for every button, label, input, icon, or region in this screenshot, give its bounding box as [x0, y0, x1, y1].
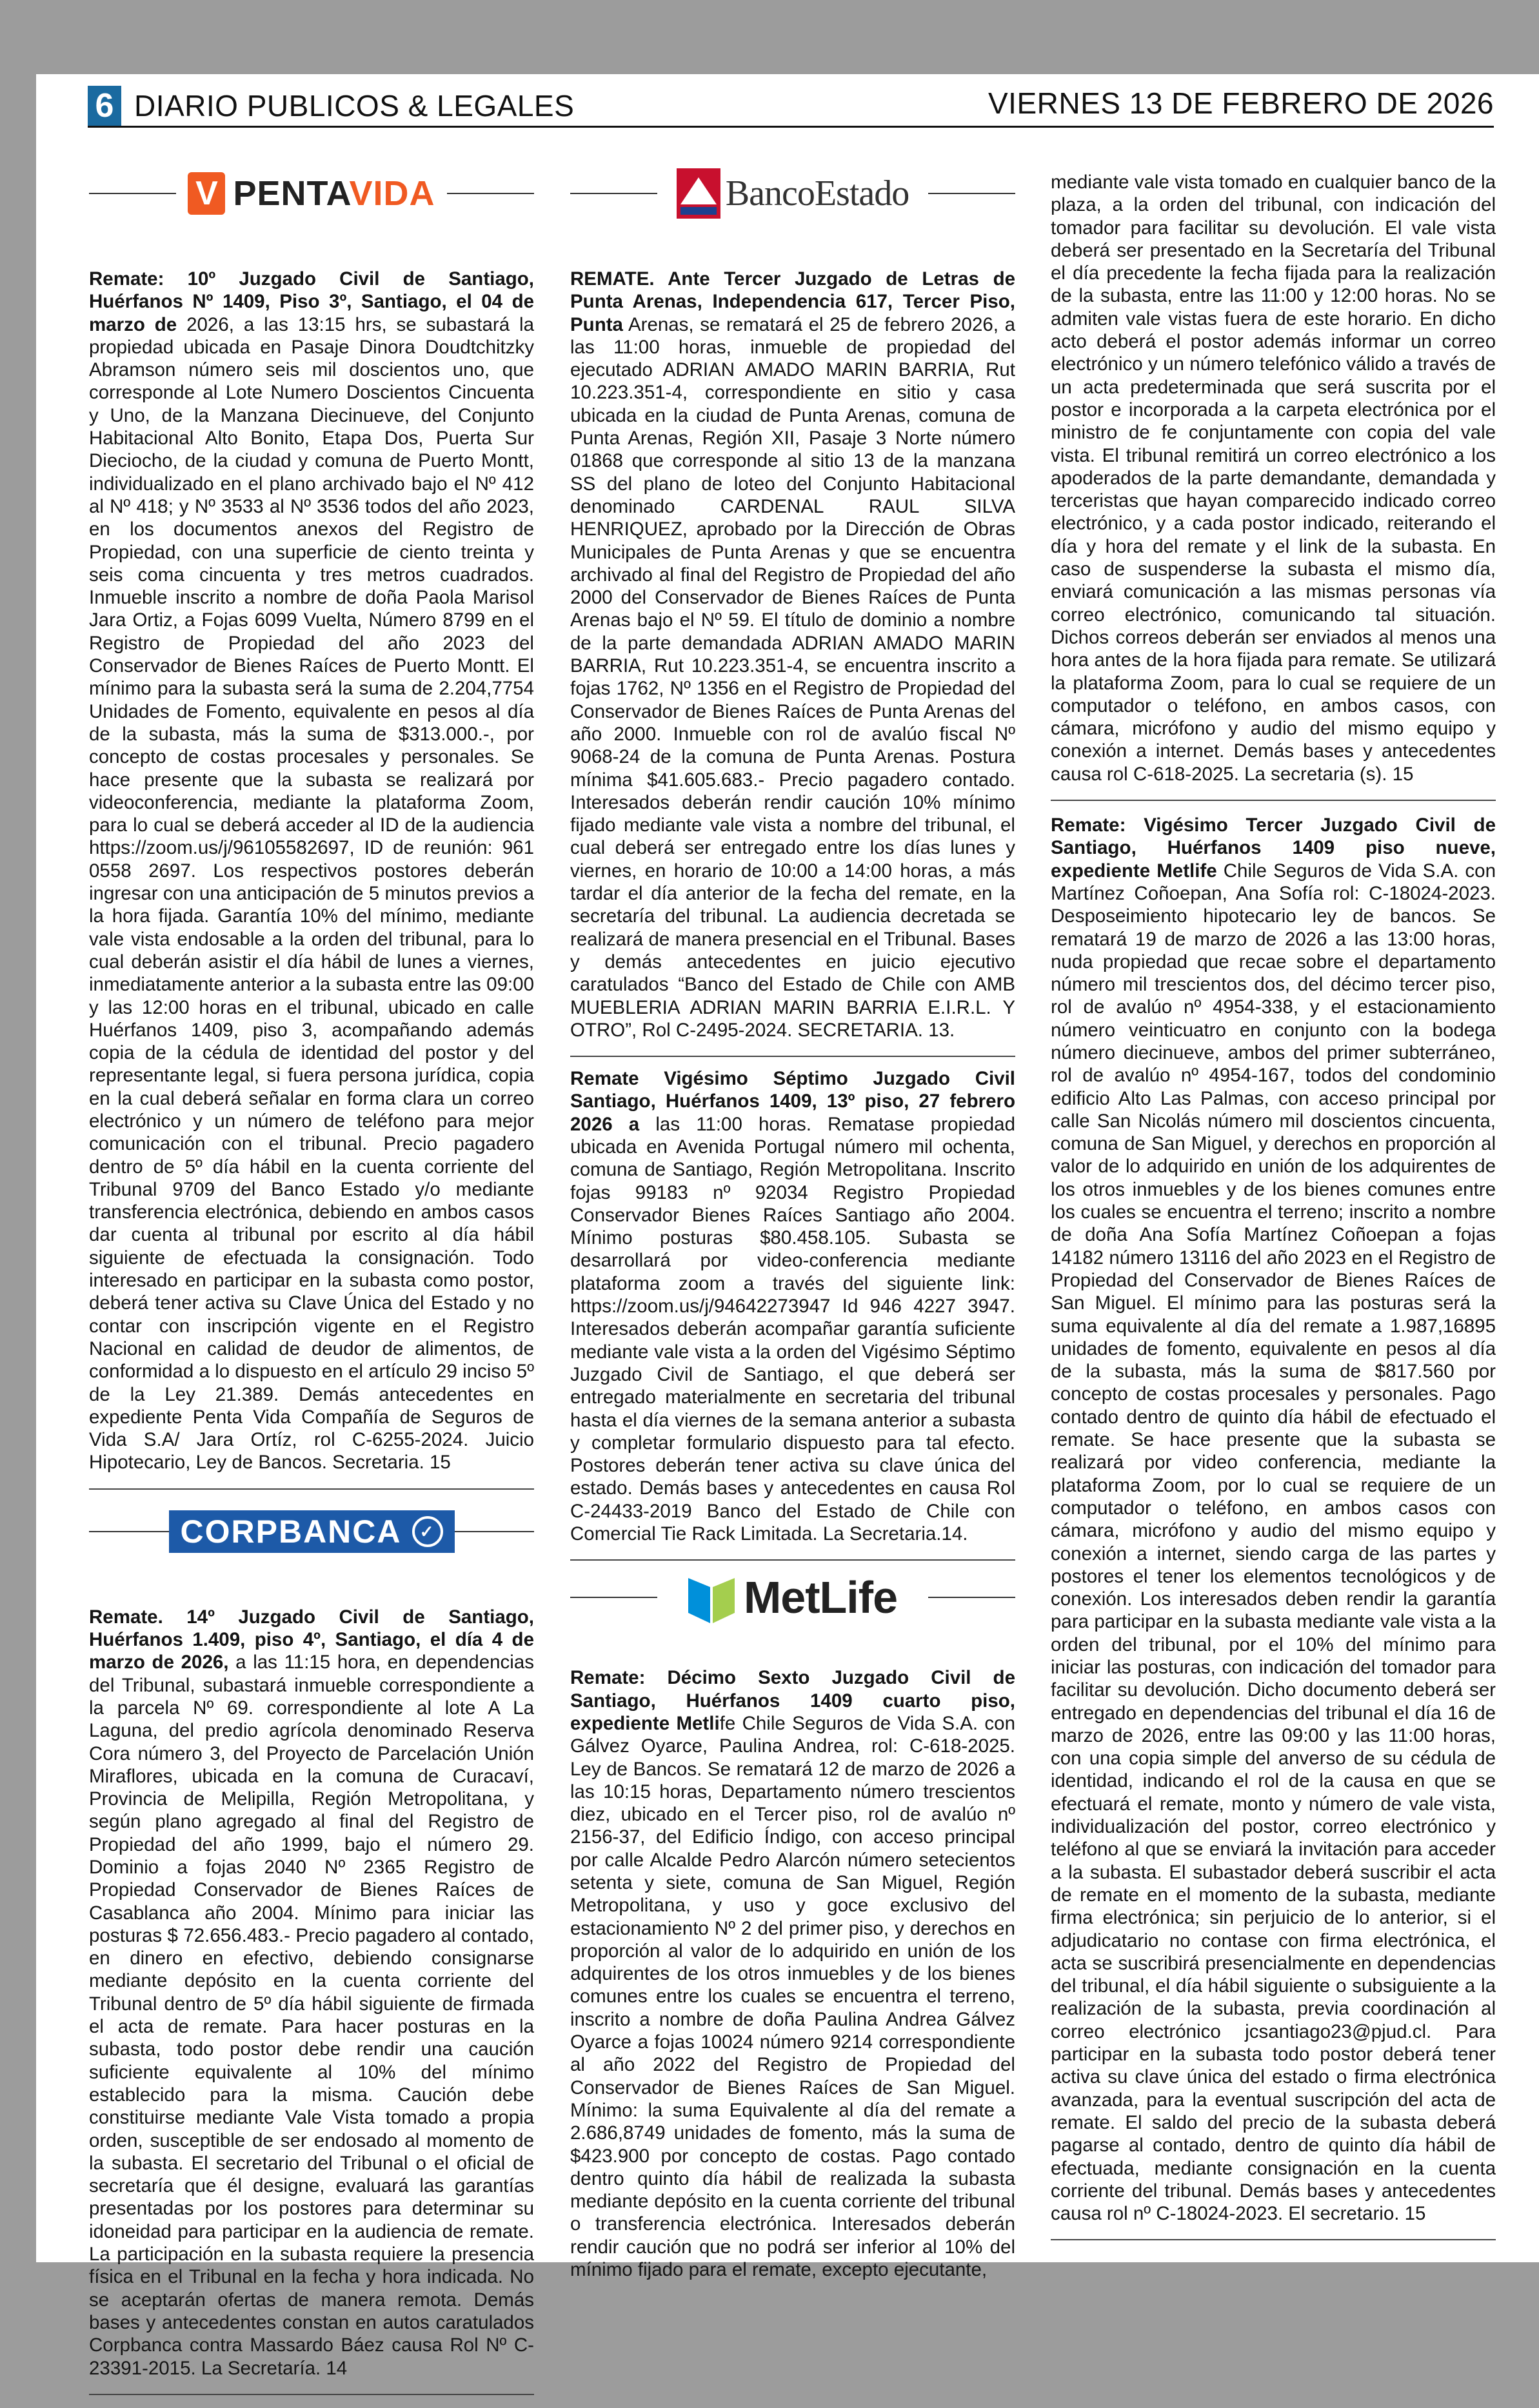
- notice-heading: Remate: 10º Juzgado Civil de Santiago, Huérfanos Nº 1409, Piso 3º, Santiago, el 04 de marzo de: [89, 268, 534, 335]
- publication-name: DIARIO PUBLICOS & LEGALES: [134, 89, 575, 123]
- pentavida-logo-row: [89, 164, 534, 222]
- notice-heading: REMATE. Ante Tercer Juzgado de Letras de Punta Arenas, Independencia 617, Tercer Piso, Punta: [570, 268, 1015, 335]
- publication-date: VIERNES 13 DE FEBRERO DE 2026: [988, 86, 1494, 120]
- notice-metlife-1: Remate: Décimo Sexto Juzgado Civil de Santiago, Huérfanos 1409 cuarto piso, expediente Metlife Chile Seguros de Vida S.A. con Gálvez Oyarce, Paulina Andrea, rol: C-618-2025. Ley de Bancos. Se rematará 12 de marzo de 2026 a las 10:15 horas, Departamento número trescientos diez, ubicado en el Tercer piso, rol de avalúo nº 2156-37, del Edificio Índigo, con acceso principal por calle Alcalde Pedro Alarcón número setecientos setenta y siete, comuna de San Miguel, Región Metropolitana, y uso y goce exclusivo del estacionamiento Nº 2 del primer piso, y derechos en proporción al valor de lo adquirido en unión de los adquirentes de los otros inmuebles y de los bienes comunes entre los cuales se encuentra el terreno, inscrito a nombre de doña Paulina Andrea Gálvez Oyarce a fojas 10024 número 9214 correspondiente al año 2022 del Registro de Propiedad del Conservador de Bienes Raíces de San Miguel. Mínimo: la suma Equivalente al día del remate a 2.686,8749 unidades de fomento, más la suma de $423.900 por concepto de costas. Pago contado dentro quinto día hábil de realizada la subasta mediante depósito en la cuenta corriente del tribunal o transferencia electrónica. Interesados deberán rendir caución que no podrá ser inferior al 10% del mínimo fijado para el remate, excepto ejecutante,: [570, 1667, 1015, 2281]
- column-1: [89, 164, 534, 2408]
- bancoestado-logo-row: [570, 164, 1015, 222]
- notice-heading: Remate: Vigésimo Tercer Juzgado Civil de Santiago, Huérfanos 1409 piso nueve, expediente Metlife: [1051, 814, 1496, 882]
- column-3: [1051, 171, 1496, 2253]
- pentavida-logo: V PENTAVIDA: [176, 164, 447, 222]
- notice-heading: Remate Vigésimo Séptimo Juzgado Civil Santiago, Huérfanos 1409, 13º piso, 27 febrero 2026 a: [570, 1068, 1015, 1135]
- metlife-logo: MetLife: [657, 1568, 928, 1626]
- notice-metlife-1-continued: mediante vale vista tomado en cualquier banco de la plaza, a la orden del tribunal, con indicación del tomador para facilitar su devolución. El vale vista deberá ser presentado en la Secretaría del Tribunal el día precedente la fecha fijada para la realización de la subasta, entre las 11:00 y 12:00 horas. No se admiten vale vistas fuera de este horario. En dicho acto deberá el postor además informar un correo electrónico y un número telefónico válido a través de un acta predeterminada que será suscrita por el postor e incorporada a la carpeta electrónica por el ministro de fe conjuntamente con copia del vale vista. El tribunal remitirá un correo electrónico a los apoderados de la parte demandante, demandada y terceristas que hayan comparecido indicado correo electrónico, y a cada postor indicado, reiterando el día y hora del remate y el link de la subasta. En caso de suspenderse la subasta el mismo día, enviará comunicación a las mismas personas vía correo electrónico, comunicando tal situación. Dichos correos deberán ser enviados al menos una hora antes de la hora fijada para remate. Se utilizará la plataforma Zoom, para lo cual se requiere de un computador o teléfono, en ambos casos, con cámara, micrófono y audio del mismo equipo y conexión a internet. Demás bases y antecedentes causa rol C-618-2025. La secretaria (s). 15: [1051, 172, 1496, 785]
- page-number: 6: [88, 86, 121, 126]
- metlife-icon: [688, 1572, 735, 1623]
- notice-corpbanca: Remate. 14º Juzgado Civil de Santiago, Huérfanos 1.409, piso 4º, Santiago, el día 4 de marzo de 2026, a las 11:15 hora, en dependencias del Tribunal, subastará inmueble correspondiente a la parcela Nº 69. correspondiente al lote A La Laguna, del predio agrícola denominado Reserva Cora número 3, del Proyecto de Parcelación Unión Miraflores, ubicada en la comuna de Curacaví, Provincia de Melipilla, Región Metropolitana, y según plano agregado al final del Registro de Propiedad del año 1999, bajo el número 29. Dominio a fojas 2040 Nº 2365 Registro de Propiedad Conservador de Bienes Raíces de Casablanca año 2004. Mínimo para iniciar las posturas $ 72.656.483.- Precio pagadero al contado, en dinero en efectivo, debiendo consignarse mediante depósito en la cuenta corriente del Tribunal dentro de 5º día hábil siguiente de firmada el acta de remate. Para hacer posturas en la subasta, todo postor debe rendir una caución suficiente equivalente al 10% del mínimo establecido para la misma. Caución debe constituirse mediante Vale Vista tomado a propia orden, susceptible de ser endosado al momento de la subasta. El secretario del Tribunal o el oficial de secretaría que él designe, evaluará las garantías presentadas por los postores para determinar su idoneidad para participar en la audiencia de remate. La participación en la subasta requiere la presencia física en el Tribunal en la fecha y hora indicada. No se aceptarán ofertas de manera remota. Demás bases y antecedentes constan en autos caratulados Corpbanca contra Massardo Báez causa Rol Nº C-23391-2015. La Secretaría. 14: [89, 1606, 534, 2379]
- column-2: [570, 164, 1015, 2281]
- notice-heading: Remate. 14º Juzgado Civil de Santiago, Huérfanos 1.409, piso 4º, Santiago, el día 4 de marzo de 2026,: [89, 1606, 534, 1673]
- pentavida-v-icon: V: [188, 172, 225, 215]
- notice-heading: Remate: Décimo Sexto Juzgado Civil de Santiago, Huérfanos 1409 cuarto piso, expediente Metli: [570, 1667, 1015, 1734]
- notice-pentavida: Remate: 10º Juzgado Civil de Santiago, Huérfanos Nº 1409, Piso 3º, Santiago, el 04 de marzo de 2026, a las 13:15 hrs, se subastará la propiedad ubicada en Pasaje Dinora Doudtchitzky Abramson número seis mil doscientos uno, que corresponde al Lote Numero Doscientos Cincuenta y Uno, de la Manzana Diecinueve, del Conjunto Habitacional Alto Bonito, Etapa Dos, Puerta Sur Dieciocho, de la ciudad y comuna de Puerto Montt, individualizado en el plano archivado bajo el Nº 412 al Nº 418; y Nº 3533 al Nº 3536 todos del año 2023, en los documentos anexos del Registro de Propiedad, con una superficie de ciento treinta y seis coma cincuenta y tres metros cuadrados. Inmueble inscrito a nombre de doña Paola Marisol Jara Ortiz, a Fojas 6099 Vuelta, Número 8799 en el Registro de Propiedad del año 2023 del Conservador de Bienes Raíces de Puerto Montt. El mínimo para la subasta será la suma de 2.204,7754 Unidades de Fomento, equivalente en pesos al día de la subasta, más la suma de $313.000.-, por concepto de costas procesales y personales. Se hace presente que la subasta se realizará por videoconferencia, mediante la plataforma Zoom, para lo cual se deberá acceder al ID de la audiencia https://zoom.us/j/96105582697, ID de reunión: 961 0558 2697. Los respectivos postores deberán ingresar con una anticipación de 5 minutos previos a la hora fijada. Garantía 10% del mínimo, mediante vale vista endosable a la orden del tribunal, para lo cual deberán asistir el día hábil de lunes a viernes, inmediatamente anterior a la subasta entre las 09:00 y las 12:00 horas en el tribunal, ubicado en calle Huérfanos 1409, piso 3, acompañando además copia de la cédula de identidad del postor y del representante legal, si fuera persona jurídica, copia en la cual deberá señalar en forma clara un correo electrónico y un número de teléfono para mejor comunicación con el tribunal. Precio pagadero dentro de 5º día hábil en la cuenta corriente del Tribunal 9709 del Banco Estado y/o mediante transferencia electrónica, debiendo en ambos casos dar cuenta al tribunal por escrito al día hábil siguiente de efectuada la consignación. Todo interesado en participar en la subasta como postor, deberá tener activa su Clave Única del Estado y no contar con inscripción vigente en el Registro Nacional en calidad de deudor de alimentos, de conformidad a lo dispuesto en el artículo 29 inciso 5º de la Ley 21.389. Demás antecedentes en expediente Penta Vida Compañía de Seguros de Vida S.A/ Jara Ortíz, rol C-6255-2024. Juicio Hipotecario, Ley de Bancos. Secretaria. 15: [89, 268, 534, 1474]
- page-header: [88, 86, 1494, 128]
- corpbanca-logo: CORPBANCA ✓: [179, 1503, 444, 1561]
- newspaper-page: [36, 74, 1539, 2379]
- notice-metlife-2: Remate: Vigésimo Tercer Juzgado Civil de Santiago, Huérfanos 1409 piso nueve, expediente Metlife Chile Seguros de Vida S.A. con Martínez Coñoepan, Ana Sofía rol: C-18024-2023. Desposeimiento hipotecario ley de bancos. Se rematará 19 de marzo de 2026 a las 13:00 horas, nuda propiedad que recae sobre el departamento número mil trescientos dos, del décimo tercer piso, rol de avalúo nº 4954-338, y el estacionamiento número veinticuatro en conjunto con la bodega número diecinueve, ambos del primer subterráneo, rol de avalúo nº 4954-167, todos del condominio edificio Alto Las Palmas, con acceso principal por calle San Nicolás número mil doscientos cincuenta, comuna de San Miguel, y derechos en proporción al valor de lo adquirido en unión de los adquirentes de los otros inmuebles y de los bienes comunes entre los cuales se encuentra el terreno; inscrito a nombre de doña Ana Sofía Martínez Coñoepan a fojas 14182 número 13116 del año 2023 en el Registro de Propiedad del Conservador de Bienes Raíces de San Miguel. El mínimo para las posturas será la suma equivalente al día del remate a 1.987,16895 unidades de fomento, equivalente en pesos al día de la subasta, más la suma de $817.560 por concepto de costas procesales y personales. Pago contado dentro de quinto día hábil de efectuado el remate. Se hace presente que la subasta se realizará por video conferencia, mediante la plataforma Zoom, por lo cual se requiere de un computador o teléfono, en ambos casos con cámara, micrófono y audio del mismo equipo y conexión a internet, siendo carga de las partes y postores el tener los elementos tecnológicos y de conexión. Los interesados deben rendir la garantía para participar en la subasta mediante vale vista a la orden del tribunal, por el 10% del mínimo para iniciar las posturas, con indicación del tomador para facilitar su devolución. Dicho documento deberá ser entregado en dependencias del tribunal el día 16 de marzo de 2026, entre las 09:00 y las 11:00 horas, con una copia simple del anverso de su cédula de identidad, indicando el rol de la causa en que se efectuará el remate, monto y número de vale vista, individualización del postor, correo electrónico y teléfono al que se enviará la invitación para acceder a la subasta. El subastador deberá suscribir el acta de remate en el momento de la subasta, mediante firma electrónica; sin perjuicio de lo anterior, si el adjudicatario no contase con firma electrónica, el acta se suscribirá presencialmente en dependencias del tribunal, el día hábil siguiente o subsiguiente a la realización de la subasta, previa coordinación al correo electrónico jcsantiago23@pjud.cl. Para participar en la subasta todo postor deberá tener activa su clave única del estado o firma electrónica avanzada, para la eventual suscripción del acta de remate. El saldo del precio de la subasta deberá pagarse al contado, dentro de quinto día hábil de efectuada, mediante consignación en la cuenta corriente del tribunal. Demás bases y antecedentes causa rol nº C-18024-2023. El secretario. 15: [1051, 814, 1496, 2225]
- notice-bancoestado: REMATE. Ante Tercer Juzgado de Letras de Punta Arenas, Independencia 617, Tercer Piso, Punta Arenas, se rematará el 25 de febrero 2026, a las 11:00 horas, inmueble de propiedad del ejecutado ADRIAN AMADO MARIN BARRIA, Rut 10.223.351-4, correspondiente en sitio y casa ubicada en la ciudad de Punta Arenas, comuna de Punta Arenas, Región XII, Pasaje 3 Norte número 01868 que corresponde al sitio 13 de la manzana SS del plano de loteo del Conjunto Habitacional denominado CARDENAL RAUL SILVA HENRIQUEZ, aprobado por la Dirección de Obras Municipales de Punta Arenas y que se encuentra archivado al final del Registro de Propiedad del año 2000 del Conservador de Bienes Raíces de Punta Arenas bajo el Nº 59. El título de dominio a nombre de la parte demandada ADRIAN AMADO MARIN BARRIA, Rut 10.223.351-4, se encuentra inscrito a fojas 1762, Nº 1356 en el Registro de Propiedad del Conservador de Bienes Raíces de Punta Arenas del año 2000. Inmueble con rol de avalúo fiscal Nº 9068-24 de la comuna de Punta Arenas. Postura mínima $41.605.683.- Precio pagadero contado. Interesados deberán rendir caución 10% mínimo fijado mediante vale vista a nombre del tribunal, el cual deberá ser entregado entre los días lunes y viernes, en horario de 10:00 a 14:00 horas, a más tardar el día anterior de la fecha del remate, en la secretaría del tribunal. La audiencia decretada se realizará de manera presencial en el Tribunal. Bases y demás antecedentes en juicio ejecutivo caratulados “Banco del Estado de Chile con AMB MUEBLERIA ADRIAN MARIN BARRIA E.I.R.L. Y OTRO”, Rol C-2495-2024. SECRETARIA. 13.: [570, 268, 1015, 1041]
- bancoestado-logo: BancoEstado: [657, 164, 928, 222]
- corpbanca-logo-row: [89, 1503, 534, 1561]
- notice-vigesimo-septimo: Remate Vigésimo Séptimo Juzgado Civil Santiago, Huérfanos 1409, 13º piso, 27 febrero 2026 a las 11:00 horas. Rematase propiedad ubicada en Avenida Portugal número mil ochenta, comuna de Santiago, Región Metropolitana. Inscrito fojas 99183 nº 92034 Registro Propiedad Conservador Bienes Raíces Santiago año 2004. Mínimo posturas $80.458.105. Subasta se desarrollará por video-conferencia mediante plataforma zoom a través del siguiente link: https://zoom.us/j/94642273947 Id 946 4227 3947. Interesados deberán acompañar garantía suficiente mediante vale vista a la orden del Vigésimo Séptimo Juzgado Civil de Santiago, el que deberá ser entregado materialmente en secretaria del tribunal hasta el día viernes de la semana anterior a subasta y completar formulario dispuesto para tal efecto. Postores deberán tener activa su clave única del estado. Demás bases y antecedentes en causa Rol C-24433-2019 Banco del Estado de Chile con Comercial Tie Rack Limitada. La Secretaria.14.: [570, 1068, 1015, 1545]
- corpbanca-check-icon: ✓: [412, 1516, 443, 1547]
- metlife-logo-row: [570, 1568, 1015, 1626]
- bancoestado-icon: [677, 168, 720, 219]
